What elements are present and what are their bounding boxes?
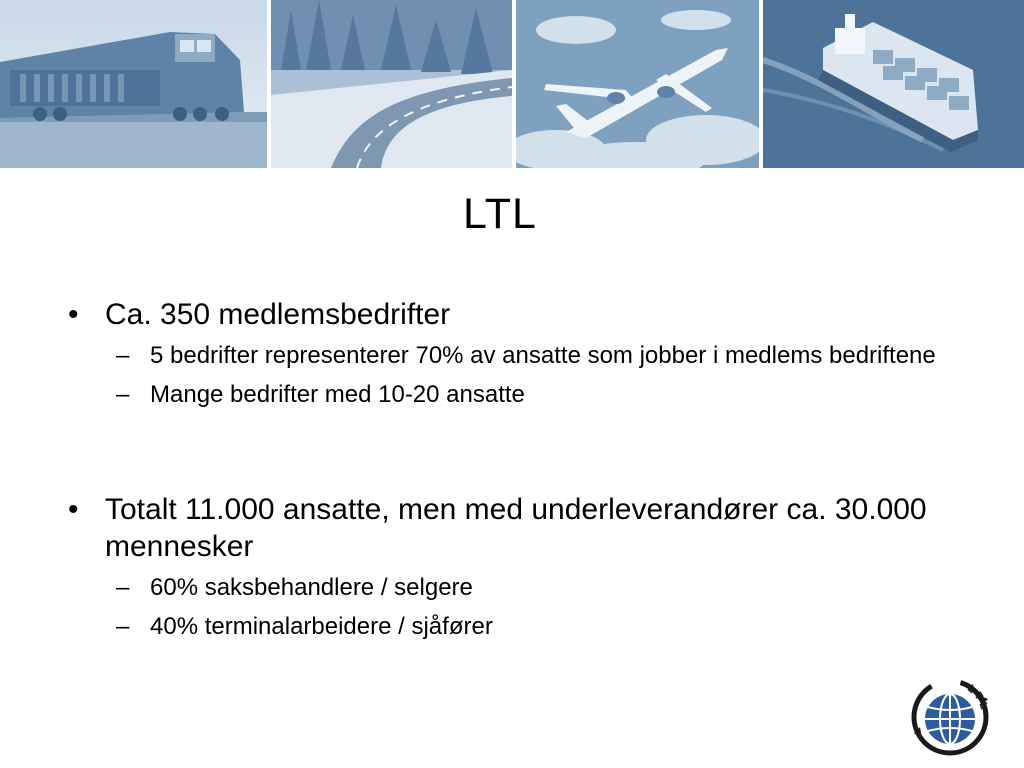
road-photo [271, 0, 512, 168]
sub-item-text: 40% terminalarbeidere / sjåfører [150, 613, 493, 640]
ltl-logo [908, 675, 992, 759]
sub-item [62, 573, 962, 603]
sub-item [62, 612, 962, 642]
dash-marker: – [116, 381, 130, 408]
slide-title: LTL [463, 190, 537, 238]
bullet-marker: • [68, 298, 79, 331]
train-photo [0, 0, 267, 168]
sub-list [62, 573, 962, 642]
sub-item [62, 380, 962, 410]
dash-marker: – [116, 342, 130, 369]
bullet-text: Ca. 350 medlemsbedrifter [105, 298, 451, 331]
bullet-text: Totalt 11.000 ansatte, men med underleverandører ca. 30.000 mennesker [105, 493, 927, 563]
sub-list [62, 341, 962, 410]
ship-photo [763, 0, 1024, 168]
sub-item-text: Mange bedrifter med 10-20 ansatte [150, 381, 525, 408]
dash-marker: – [116, 613, 130, 640]
sub-item [62, 341, 962, 371]
dash-marker: – [116, 574, 130, 601]
airplane-photo [516, 0, 759, 168]
bullet-item [62, 491, 962, 565]
sub-item-text: 60% saksbehandlere / selgere [150, 574, 473, 601]
slide-body [62, 296, 962, 651]
sub-item-text: 5 bedrifter representerer 70% av ansatte som jobber i medlems bedriftene [150, 342, 936, 369]
logo-text: LTL [964, 682, 991, 714]
header-banner [0, 0, 1024, 168]
bullet-marker: • [68, 493, 79, 526]
bullet-item [62, 296, 962, 333]
